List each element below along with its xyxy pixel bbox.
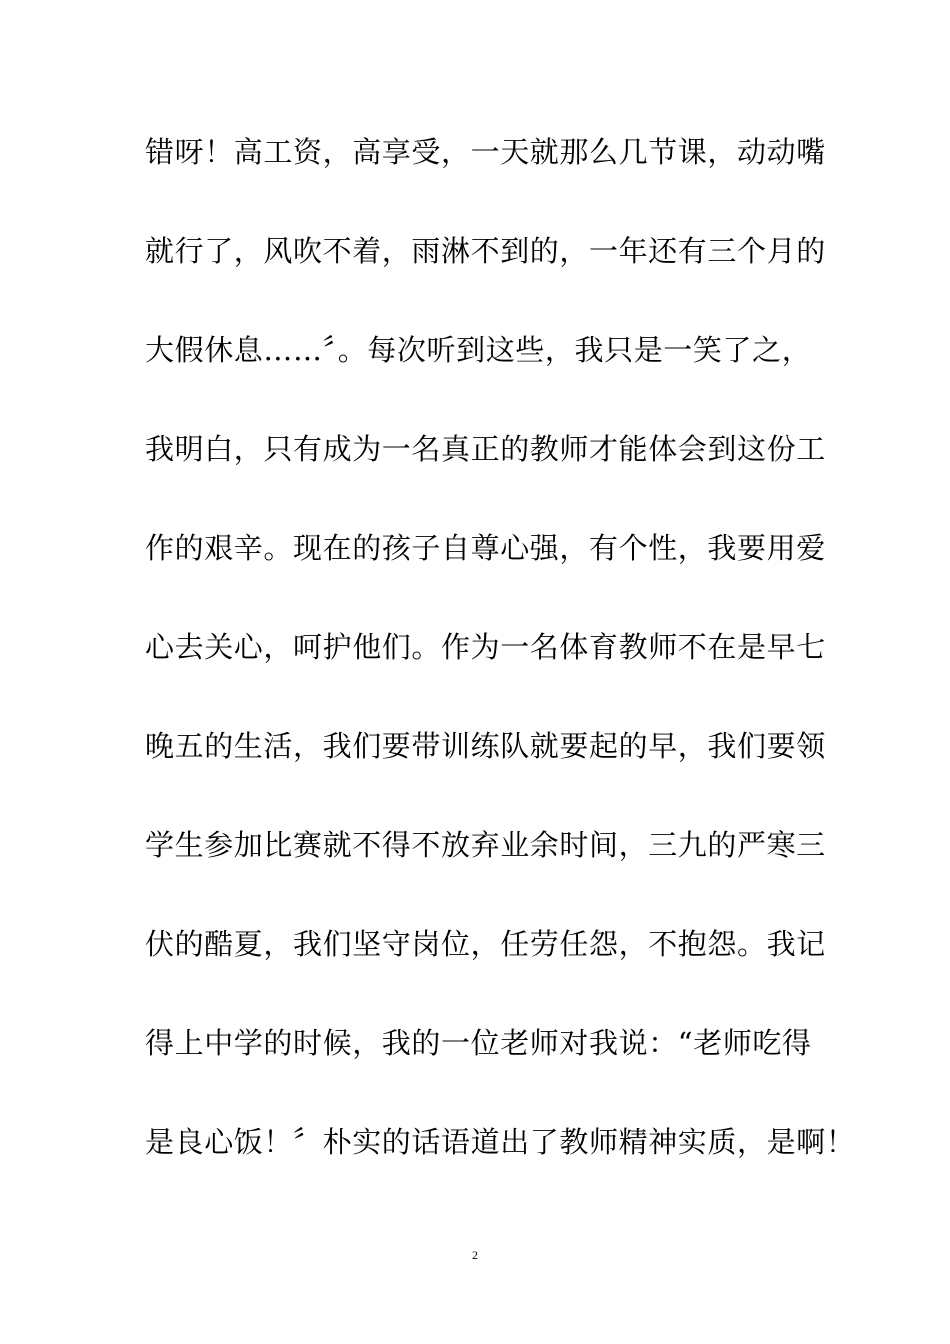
text-line: 伏的酷夏，我们坚守岗位，任劳任怨，不抱怨。我记 — [145, 927, 826, 961]
text-line: 大假休息……〞。每次听到这些，我只是一笑了之， — [145, 333, 812, 367]
text-line: 作的艰辛。现在的孩子自尊心强，有个性，我要用爱 — [145, 531, 826, 565]
text-line: 我明白，只有成为一名真正的教师才能体会到这份工 — [145, 432, 826, 466]
text-line: 就行了，风吹不着，雨淋不到的，一年还有三个月的 — [145, 234, 826, 268]
body-text — [145, 130, 856, 1219]
text-line: 心去关心，呵护他们。作为一名体育教师不在是早七 — [145, 630, 826, 664]
page-number: 2 — [472, 1248, 478, 1262]
text-line: 学生参加比赛就不得不放弃业余时间，三九的严寒三 — [145, 828, 826, 862]
text-line: 晚五的生活，我们要带训练队就要起的早，我们要领 — [145, 729, 826, 763]
text-line: 得上中学的时候，我的一位老师对我说：“老师吃得 — [145, 1026, 812, 1060]
text-line: 是良心饭！〞朴实的话语道出了教师精神实质，是啊！ — [145, 1125, 856, 1159]
text-line: 错呀！高工资，高享受，一天就那么几节课，动动嘴 — [145, 135, 826, 169]
